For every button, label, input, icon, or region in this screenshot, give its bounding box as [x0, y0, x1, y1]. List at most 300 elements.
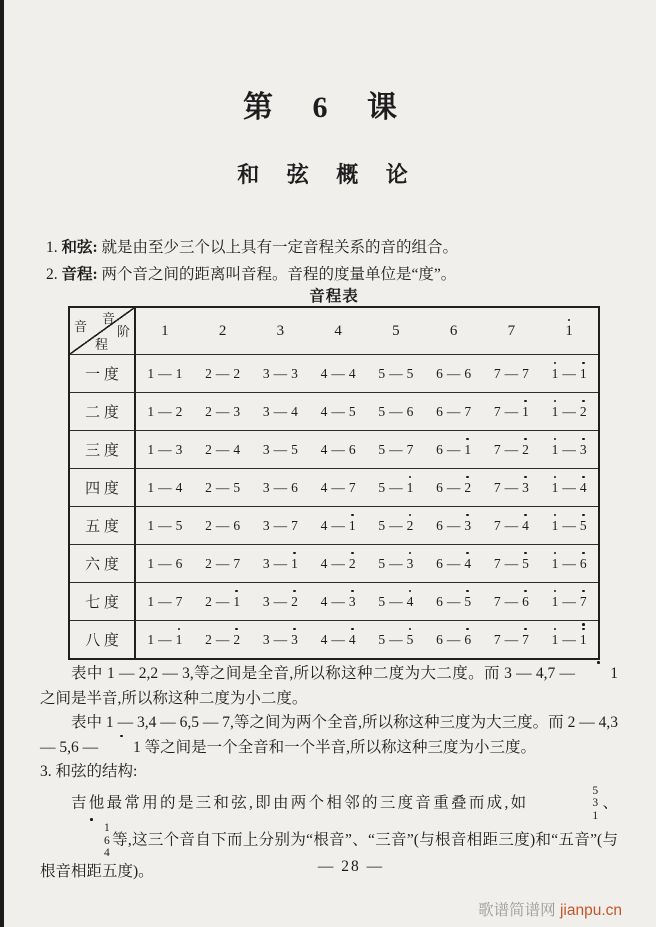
pair-dash: —	[562, 365, 576, 381]
jianpu-note: 5	[348, 403, 356, 419]
interval-pair-cell	[540, 545, 598, 582]
column-header	[540, 308, 598, 354]
interval-pair-cell	[252, 393, 310, 430]
jianpu-note: 5	[378, 517, 386, 533]
pair-dash: —	[389, 555, 403, 571]
jianpu-note: 5	[580, 519, 587, 533]
pair-dash: —	[389, 479, 403, 495]
table-corner-cell	[70, 308, 136, 354]
table-row	[70, 582, 598, 620]
pair-dash: —	[158, 631, 172, 647]
jianpu-note: 7	[291, 517, 298, 533]
jianpu-note: 6	[436, 555, 443, 571]
jianpu-note: 5	[378, 555, 386, 571]
interval-pair-cell	[194, 431, 252, 468]
interval-pair-cell	[136, 469, 194, 506]
interval-pair-cell	[252, 355, 310, 392]
jianpu-note: 3	[407, 557, 414, 571]
jianpu-note: 5	[233, 479, 241, 495]
jianpu-note: 3	[522, 481, 529, 495]
jianpu-note: 3	[592, 797, 599, 809]
interval-pair-cell	[483, 469, 541, 506]
jianpu-note: 7	[493, 403, 501, 419]
row-label: 二 度	[70, 393, 136, 430]
row-label: 一 度	[70, 355, 136, 392]
row-label: 六 度	[70, 545, 136, 582]
interval-pair-cell	[136, 545, 194, 582]
jianpu-note: 4	[320, 631, 328, 647]
interval-pair-cell	[136, 431, 194, 468]
interval-pair-cell	[194, 545, 252, 582]
interval-pair-cell	[483, 583, 541, 620]
pair-dash: —	[215, 555, 230, 571]
jianpu-note: 7	[233, 555, 241, 571]
jianpu-note: 1	[147, 517, 155, 533]
interval-pair-cell	[540, 621, 598, 658]
page-left-edge	[0, 0, 4, 927]
jianpu-note: 4	[320, 479, 328, 495]
pair-dash: —	[389, 365, 403, 381]
jianpu-note: 1	[147, 479, 155, 495]
chord-stack-note	[530, 785, 598, 798]
jianpu-note: 7	[464, 403, 472, 419]
jianpu-note: 6	[464, 365, 472, 381]
jianpu-note: 6	[175, 555, 183, 571]
row-label: 四 度	[70, 469, 136, 506]
pair-dash: —	[562, 555, 576, 571]
jianpu-note: 7	[493, 479, 501, 495]
jianpu-note: 6	[436, 441, 443, 457]
interval-pair-cell	[252, 431, 310, 468]
jianpu-note: 2	[233, 365, 241, 381]
jianpu-note: 6	[522, 595, 529, 609]
interval-pair-cell	[309, 431, 367, 468]
jianpu-note: 6	[464, 633, 471, 647]
interval-pair-cell	[367, 583, 425, 620]
interval-pair-cell	[136, 393, 194, 430]
row-label: 八 度	[70, 621, 136, 658]
pair-dash: —	[562, 631, 576, 647]
jianpu-note: 1	[552, 367, 559, 381]
interval-pair-cell	[483, 393, 541, 430]
pair-dash: —	[446, 403, 461, 419]
jianpu-note: 3	[262, 441, 270, 457]
jianpu-note: 4	[334, 322, 342, 339]
jianpu-note: 1	[291, 557, 298, 571]
pair-dash: —	[158, 365, 172, 381]
jianpu-note: 4	[320, 365, 328, 381]
pair-dash: —	[273, 593, 288, 609]
interval-pair-cell	[540, 469, 598, 506]
pair-dash: —	[504, 479, 519, 495]
jianpu-note: 3	[262, 631, 270, 647]
interval-pair-cell	[194, 583, 252, 620]
interval-pair-cell	[309, 545, 367, 582]
jianpu-note: 2	[205, 365, 212, 381]
pair-dash: —	[158, 403, 172, 419]
jianpu-note: 3	[291, 633, 298, 647]
column-header	[425, 308, 483, 354]
interval-pair-cell	[367, 507, 425, 544]
pair-dash: —	[562, 479, 576, 495]
pair-dash: —	[446, 555, 461, 571]
pair-dash: —	[273, 555, 288, 571]
row-label: 五 度	[70, 507, 136, 544]
interval-pair-cell	[540, 507, 598, 544]
jianpu-note: 1	[407, 481, 414, 495]
chord-stack	[42, 822, 110, 860]
jianpu-note: 3	[175, 441, 183, 457]
jianpu-note: 5	[378, 403, 386, 419]
jianpu-note: 4	[320, 441, 328, 457]
interval-pair-cell	[136, 507, 194, 544]
interval-pair-cell	[309, 355, 367, 392]
interval-pair-cell	[425, 583, 483, 620]
jianpu-note: 5	[392, 322, 400, 339]
corner-label-scale: 阶	[116, 324, 130, 339]
pair-dash: —	[562, 593, 576, 609]
jianpu-note: 1	[147, 403, 155, 419]
interval-pair-cell	[309, 393, 367, 430]
jianpu-note: 4	[580, 481, 587, 495]
jianpu-note: 7	[493, 555, 501, 571]
interval-pair-cell	[483, 621, 541, 658]
interval-pair-cell	[540, 583, 598, 620]
jianpu-note: 6	[406, 403, 414, 419]
jianpu-note: 6	[580, 557, 587, 571]
jianpu-note: 2	[464, 481, 471, 495]
jianpu-note: 2	[580, 405, 587, 419]
pair-dash: —	[215, 479, 230, 495]
chord-stack-note	[530, 797, 598, 810]
jianpu-note: 1	[147, 441, 155, 457]
note-paragraph-seconds: 表中 1 — 2,2 — 3,等之间是全音,所以称这种二度为大二度。而 3 — 4,7 — 1 之间是半音,所以称这种二度为小二度。	[40, 662, 618, 711]
interval-pair-cell	[483, 355, 541, 392]
jianpu-note: 5	[407, 633, 414, 647]
jianpu-note: 5	[378, 593, 386, 609]
jianpu-note: 7	[522, 365, 529, 381]
jianpu-note: 6	[104, 834, 110, 847]
jianpu-note: 5	[378, 365, 386, 381]
jianpu-note: 6	[436, 517, 443, 533]
interval-pair-cell	[367, 355, 425, 392]
jianpu-note: 1	[552, 557, 559, 571]
pair-dash: —	[389, 593, 403, 609]
pair-dash: —	[215, 365, 230, 381]
jianpu-note: 2	[205, 631, 212, 647]
table-row	[70, 544, 598, 582]
interval-pair-cell	[136, 355, 194, 392]
jianpu-note: 4	[348, 365, 356, 381]
jianpu-note: 1	[464, 443, 471, 457]
row-label: 七 度	[70, 583, 136, 620]
jianpu-note: 2	[205, 441, 212, 457]
chord-stack-note	[530, 810, 598, 823]
pair-dash: —	[273, 441, 288, 457]
pair-dash: —	[331, 593, 345, 609]
pair-dash: —	[158, 479, 172, 495]
jianpu-note: 3	[233, 403, 241, 419]
corner-label-interval: 音	[74, 319, 88, 334]
table-row	[70, 392, 598, 430]
watermark	[478, 898, 622, 920]
chord-stack-note	[42, 835, 110, 848]
jianpu-note: 3	[262, 555, 270, 571]
column-header	[309, 308, 367, 354]
pair-dash: —	[562, 517, 576, 533]
jianpu-note: 2	[522, 443, 529, 457]
interval-pair-cell	[194, 355, 252, 392]
pair-dash: —	[273, 365, 288, 381]
pair-dash: —	[331, 517, 345, 533]
jianpu-note: 4	[233, 441, 241, 457]
jianpu-note: 1	[147, 365, 155, 381]
jianpu-note: 3	[291, 365, 298, 381]
note-paragraph-thirds: 表中 1 — 3,4 — 6,5 — 7,等之间为两个全音,所以称这种三度为大三度。而 2 — 4,3 — 5,6 — 1 等之间是一个全音和一个半音,所以称这种三度为小三度。	[40, 714, 618, 756]
interval-pair-cell	[367, 393, 425, 430]
jianpu-note: 1	[580, 367, 587, 381]
jianpu-note: 7	[493, 517, 501, 533]
column-header	[483, 308, 541, 354]
jianpu-note: 7	[522, 633, 529, 647]
row-label: 三 度	[70, 431, 136, 468]
jianpu-note: 6	[291, 479, 298, 495]
jianpu-note: 3	[580, 443, 587, 457]
interval-pair-cell	[194, 393, 252, 430]
jianpu-note: 2	[407, 519, 414, 533]
pair-dash: —	[158, 593, 172, 609]
pair-dash: —	[331, 479, 345, 495]
pair-dash: —	[389, 631, 403, 647]
chord-stack	[530, 785, 598, 823]
intro-number: 1.	[46, 239, 58, 256]
intro-term: 音程:	[61, 266, 98, 283]
intro-item-chord	[46, 234, 620, 261]
jianpu-note: 5	[378, 441, 386, 457]
pair-dash: —	[562, 441, 576, 457]
jianpu-note: 2	[205, 555, 212, 571]
jianpu-note: 6	[436, 365, 443, 381]
jianpu-note: 7	[507, 322, 516, 339]
interval-pair-cell	[252, 583, 310, 620]
notes-block	[40, 662, 618, 884]
jianpu-note: 5	[406, 365, 414, 381]
jianpu-note: 2	[233, 633, 240, 647]
pair-dash: —	[273, 403, 288, 419]
jianpu-note: 1	[592, 809, 599, 822]
jianpu-note: 1	[580, 633, 587, 647]
jianpu-note: 1	[552, 405, 559, 419]
pair-dash: —	[446, 441, 461, 457]
corner-label-interval: 程	[95, 337, 109, 352]
table-row	[70, 468, 598, 506]
intro-term: 和弦:	[61, 239, 98, 256]
pair-dash: —	[331, 631, 345, 647]
interval-pair-cell	[425, 393, 483, 430]
interval-pair-cell	[194, 469, 252, 506]
table-header-row	[70, 308, 598, 354]
pair-dash: —	[562, 403, 576, 419]
interval-pair-cell	[425, 469, 483, 506]
page-number: — 28 —	[317, 858, 385, 875]
jianpu-note: 7	[348, 479, 356, 495]
column-header	[194, 308, 252, 354]
jianpu-note: 1	[102, 740, 141, 756]
interval-pair-cell	[367, 621, 425, 658]
pair-dash: —	[273, 631, 288, 647]
pair-dash: —	[446, 479, 461, 495]
jianpu-note: 1	[349, 519, 356, 533]
jianpu-note: 1	[147, 593, 155, 609]
watermark-site-name: 歌谱简谱网	[478, 902, 556, 919]
interval-pair-cell	[136, 621, 194, 658]
pair-dash: —	[273, 517, 288, 533]
pair-dash: —	[215, 441, 230, 457]
jianpu-note: 6	[436, 593, 443, 609]
jianpu-note: 7	[493, 441, 501, 457]
jianpu-note: 3	[262, 365, 270, 381]
intro-number: 2.	[46, 266, 58, 283]
jianpu-note: 5	[378, 479, 386, 495]
pair-dash: —	[504, 555, 519, 571]
jianpu-note: 7	[406, 441, 414, 457]
pair-dash: —	[215, 403, 230, 419]
jianpu-note: 2	[349, 557, 356, 571]
intro-list	[46, 234, 620, 288]
pair-dash: —	[504, 517, 519, 533]
jianpu-note: 1	[552, 481, 559, 495]
jianpu-note: 2	[175, 403, 183, 419]
pair-dash: —	[446, 365, 461, 381]
pair-dash: —	[215, 593, 230, 609]
table-row	[70, 354, 598, 392]
jianpu-note: 1	[176, 633, 183, 647]
column-header	[136, 308, 194, 354]
jianpu-note: 3	[276, 322, 285, 339]
section3-paragraph: 吉他最常用的是三和弦,即由两个相邻的三度音重叠而成,如 5 3 1 、 1 6 4 等,这三个音自下而上分别为“根音”、“三音”(与根音相距三度)和“五音”(与根音相距五度)。	[40, 784, 618, 880]
table-row	[70, 430, 598, 468]
column-header	[252, 308, 310, 354]
interval-pair-cell	[540, 355, 598, 392]
jianpu-note: 6	[233, 517, 241, 533]
pair-dash: —	[504, 631, 519, 647]
jianpu-note: 3	[262, 517, 270, 533]
jianpu-note: 1	[552, 633, 559, 647]
jianpu-note: 7	[493, 365, 501, 381]
interval-pair-cell	[483, 431, 541, 468]
pair-dash: —	[504, 593, 519, 609]
interval-pair-cell	[483, 507, 541, 544]
jianpu-note: 4	[522, 519, 529, 533]
jianpu-note: 1	[552, 595, 559, 609]
pair-dash: —	[158, 441, 172, 457]
pair-dash: —	[504, 441, 519, 457]
pair-dash: —	[331, 403, 345, 419]
jianpu-note: 1	[565, 324, 573, 339]
interval-pair-cell	[309, 507, 367, 544]
pair-dash: —	[331, 441, 345, 457]
jianpu-note: 6	[436, 631, 443, 647]
watermark-site-url: jianpu.cn	[559, 902, 622, 919]
jianpu-note: 1	[147, 555, 155, 571]
jianpu-note: 4	[291, 403, 298, 419]
interval-pair-cell	[252, 507, 310, 544]
jianpu-note: 2	[205, 479, 212, 495]
jianpu-note: 1	[522, 405, 529, 419]
jianpu-note: 3	[464, 519, 471, 533]
corner-label-scale: 音	[102, 311, 116, 326]
interval-pair-cell	[367, 545, 425, 582]
jianpu-note: 4	[104, 847, 110, 859]
jianpu-note: 7	[580, 595, 587, 609]
pair-dash: —	[504, 403, 519, 419]
jianpu-note: 2	[218, 322, 227, 339]
jianpu-note: 3	[262, 403, 270, 419]
interval-pair-cell	[540, 393, 598, 430]
interval-pair-cell	[309, 621, 367, 658]
jianpu-note: 7	[493, 631, 501, 647]
pair-dash: —	[158, 555, 172, 571]
jianpu-note: 1	[175, 365, 183, 381]
pair-dash: —	[215, 631, 230, 647]
chord-stack-note	[42, 822, 110, 835]
jianpu-note: 5	[592, 784, 599, 797]
jianpu-note: 4	[320, 517, 328, 533]
jianpu-note: 1	[552, 519, 559, 533]
interval-pair-cell	[194, 507, 252, 544]
jianpu-note: 2	[205, 593, 212, 609]
interval-pair-cell	[252, 621, 310, 658]
jianpu-note: 4	[320, 555, 328, 571]
pair-dash: —	[331, 555, 345, 571]
jianpu-note: 6	[348, 441, 356, 457]
interval-pair-cell	[367, 431, 425, 468]
jianpu-note: 5	[378, 631, 386, 647]
jianpu-note: 1	[73, 823, 110, 835]
lesson-title: 第 6 课	[243, 91, 413, 124]
intro-text: 两个音之间的距离叫音程。音程的度量单位是“度”。	[101, 266, 457, 283]
interval-pair-cell	[425, 507, 483, 544]
pair-dash: —	[504, 365, 519, 381]
interval-pair-cell	[425, 355, 483, 392]
jianpu-note: 7	[493, 593, 501, 609]
interval-pair-cell	[136, 583, 194, 620]
intro-text: 就是由至少三个以上具有一定音程关系的音的组合。	[101, 239, 459, 256]
jianpu-note: 1	[579, 666, 618, 682]
jianpu-note: 6	[436, 403, 443, 419]
jianpu-note: 1	[147, 631, 155, 647]
jianpu-note: 4	[320, 593, 328, 609]
jianpu-note: 3	[262, 593, 270, 609]
section3-heading: 3. 和弦的结构:	[40, 763, 138, 780]
jianpu-note: 2	[205, 517, 212, 533]
jianpu-note: 7	[175, 593, 183, 609]
interval-pair-cell	[483, 545, 541, 582]
pair-dash: —	[331, 365, 345, 381]
jianpu-note: 4	[175, 479, 183, 495]
jianpu-note: 2	[205, 403, 212, 419]
interval-pair-cell	[425, 431, 483, 468]
jianpu-note: 4	[407, 595, 414, 609]
table-row	[70, 620, 598, 658]
pair-dash: —	[446, 517, 461, 533]
table-row	[70, 506, 598, 544]
interval-pair-cell	[252, 545, 310, 582]
jianpu-note: 5	[464, 595, 471, 609]
jianpu-note: 4	[464, 557, 471, 571]
jianpu-note: 1	[233, 595, 240, 609]
jianpu-note: 5	[291, 441, 298, 457]
